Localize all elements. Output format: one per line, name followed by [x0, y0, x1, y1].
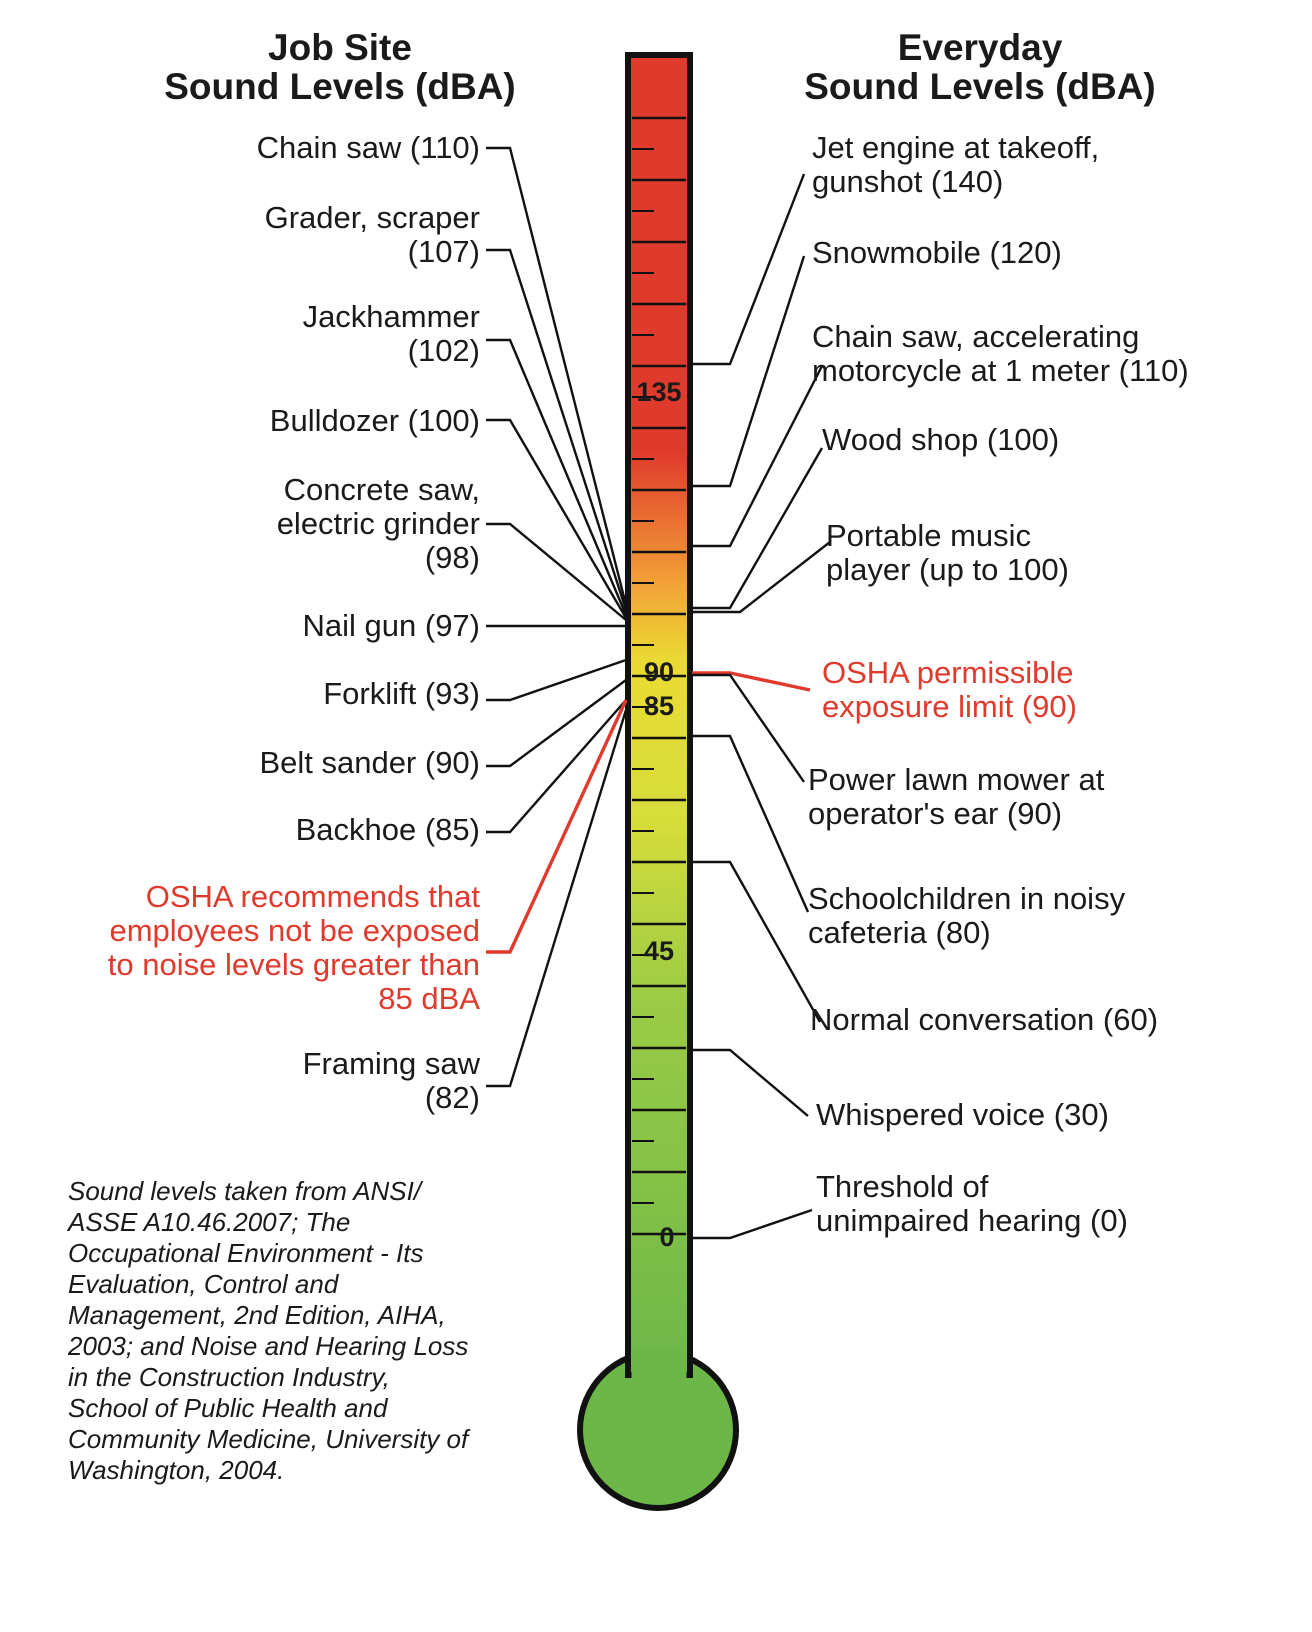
label-threshold-hearing: Threshold of unimpaired hearing (0) [816, 1169, 1128, 1238]
scale-label-0: 0 [659, 1222, 675, 1252]
scale-label-90: 90 [643, 657, 675, 687]
osha-recommendation-note: OSHA recommends that employees not be exposed to noise levels greater than 85 dBA [107, 879, 480, 1016]
everyday-leader-lines [692, 174, 830, 1238]
label-concrete-saw: Concrete saw, electric grinder (98) [276, 472, 480, 575]
label-nail-gun: Nail gun (97) [302, 608, 480, 643]
label-chain-saw-motorcycle: Chain saw, accelerating motorcycle at 1 meter (110) [812, 319, 1189, 388]
label-chain-saw-job: Chain saw (110) [256, 130, 480, 165]
label-schoolchildren-cafeteria: Schoolchildren in noisy cafeteria (80) [808, 881, 1126, 950]
label-grader-scraper: Grader, scraper (107) [264, 200, 480, 269]
job-site-leader-lines [486, 148, 626, 1086]
scale-label-45: 45 [643, 936, 675, 966]
osha-permissible-limit-note: OSHA permissible exposure limit (90) [822, 655, 1077, 724]
label-portable-music-player: Portable music player (up to 100) [826, 518, 1069, 587]
label-jet-engine: Jet engine at takeoff, gunshot (140) [812, 130, 1100, 199]
label-forklift: Forklift (93) [323, 676, 480, 711]
tube-bulb-joint [632, 1350, 687, 1390]
job-site-header: Job Site Sound Levels (dBA) [164, 27, 516, 107]
scale-label-85: 85 [643, 691, 675, 721]
label-jackhammer: Jackhammer (102) [302, 299, 480, 368]
label-belt-sander: Belt sander (90) [259, 745, 480, 780]
label-bulldozer: Bulldozer (100) [269, 403, 480, 438]
label-power-lawn-mower: Power lawn mower at operator's ear (90) [808, 762, 1105, 831]
label-snowmobile: Snowmobile (120) [812, 235, 1062, 270]
label-wood-shop: Wood shop (100) [822, 422, 1060, 457]
source-citation: Sound levels taken from ANSI/ ASSE A10.46.2007; The Occupational Environment - Its Evaluation, Control and Management, 2nd Edition, AIHA, 2003; and Noise and Hearing Loss in the Construction Industry, School of Public Health and Community Medicine, University of Washington, 2004. [68, 1176, 469, 1485]
label-backhoe: Backhoe (85) [295, 812, 480, 847]
label-normal-conversation: Normal conversation (60) [810, 1002, 1159, 1037]
scale-label-135: 135 [636, 377, 682, 407]
label-framing-saw: Framing saw (82) [302, 1046, 480, 1115]
everyday-header: Everyday Sound Levels (dBA) [804, 27, 1156, 107]
label-whispered-voice: Whispered voice (30) [816, 1097, 1109, 1132]
